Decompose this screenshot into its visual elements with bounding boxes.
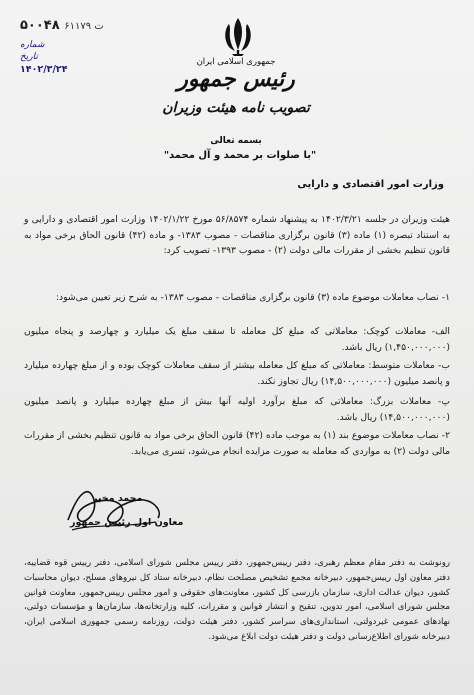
paragraph-preamble: هیئت وزیران در جلسه ۱۴۰۲/۳/۲۱ به پیشنهاد شماره ۵۶/۸۵۷۴ مورخ ۱۴۰۲/۱/۲۲ وزارت امور اقتصادی و دارایی و به استناد تبصره (۱) ماده (۳) قانون برگزاری مناقصات - مصوب ۱۳۸۳- و ماده (۴۲) قانون الحاق برخی مواد به قانون تنظیم بخشی از مقررات مالی دولت (۲) - مصوب ۱۳۹۳- تصویب کرد: [24, 214, 450, 256]
signatory-name: محمد مخبر [92, 493, 143, 504]
signature-scribble-icon [60, 478, 170, 538]
number-label: شماره [20, 40, 45, 50]
paragraph-item-1c: پ- معاملات بزرگ: معاملاتی که مبلغ برآورد اولیه آنها بیش از مبلغ چهارده میلیارد و پانصد میلیون (۱۴,۵۰۰,۰۰۰,۰۰۰) ریال باشد. [24, 396, 450, 423]
paragraph-item-1: ۱- نصاب معاملات موضوع ماده (۳) قانون برگزاری مناقصات - مصوب ۱۳۸۳- به شرح زیر تعیین می‌شود: [55, 292, 450, 303]
date-value: ۱۴۰۲/۳/۲۴ [20, 64, 68, 75]
country-name: جمهوری اسلامی ایران [196, 57, 276, 67]
copy-recipients: رونوشت به دفتر مقام معظم رهبری، دفتر رییس‌جمهور، دفتر رییس مجلس شورای اسلامی، دفتر رییس قوه قضاییه، دفتر معاون اول رییس‌جمهور، دبیرخانه مجمع تشخیص مصلحت نظام، دبیرخانه ستاد کل نیروهای مسلح، دیوان محاسبات کشور، دیوان عدالت اداری، سازمان بازرسی کل کشور، معاونت‌های حقوقی و امور مجلس رییس‌جمهور، معاونت قوانین مجلس شورای اسلامی، امور تدوین، تنقیح و انتشار قوانین و مقررات، کلیه وزارتخانه‌ها، سازمان‌ها و مؤسسات دولتی، نهادهای عمومی غیردولتی، استانداری‌های سراسر کشور، دفتر هیئت دولت، روزنامه رسمی جمهوری اسلامی ایران، دبیرخانه شورای اطلاع‌رسانی دولت و دفتر هیئت دولت ابلاغ می‌شود. [24, 558, 450, 642]
basmala: بسمه تعالی [210, 136, 262, 146]
signatory-title: معاون اول رئیس جمهور [70, 517, 184, 528]
paragraph-item-1b: ب- معاملات متوسط: معاملاتی که مبلغ کل معامله بیشتر از سقف معاملات کوچک بوده و از مبلغ چهارده میلیارد و پانصد میلیون (۱۴,۵۰۰,۰۰۰,۰۰۰) ریال تجاوز نکند. [24, 360, 450, 387]
date-label: تاریخ [20, 52, 38, 62]
date-field [20, 52, 38, 62]
iran-emblem-icon [214, 14, 262, 58]
paragraph-item-2: ۲- نصاب معاملات موضوع بند (۱) به موجب ماده (۴۲) قانون الحاق برخی مواد به قانون تنظیم بخشی از مقررات مالی دولت (۲) به مواردی که معامله به صورت مزایده انجام می‌شود، تسری می‌یابد. [24, 430, 450, 457]
document-number [20, 18, 104, 33]
doc-number-value: ۵۰۰۴۸ [20, 18, 60, 33]
paragraph-item-1a: الف- معاملات کوچک: معاملاتی که مبلغ کل معامله تا سقف مبلغ یک میلیارد و چهارصد و پنجاه میلیون (۱,۴۵۰,۰۰۰,۰۰۰) ریال باشد. [24, 326, 450, 353]
cabinet-subtitle: تصویب نامه هیئت وزیران [162, 100, 310, 116]
doc-ref-value: ت ۶۱۱۷۹ [64, 21, 104, 32]
salawat-line: "با صلوات بر محمد و آل محمد" [163, 150, 317, 161]
office-title: رئیس جمهور [177, 66, 295, 92]
recipient: وزارت امور اقتصادی و دارایی [297, 179, 444, 190]
